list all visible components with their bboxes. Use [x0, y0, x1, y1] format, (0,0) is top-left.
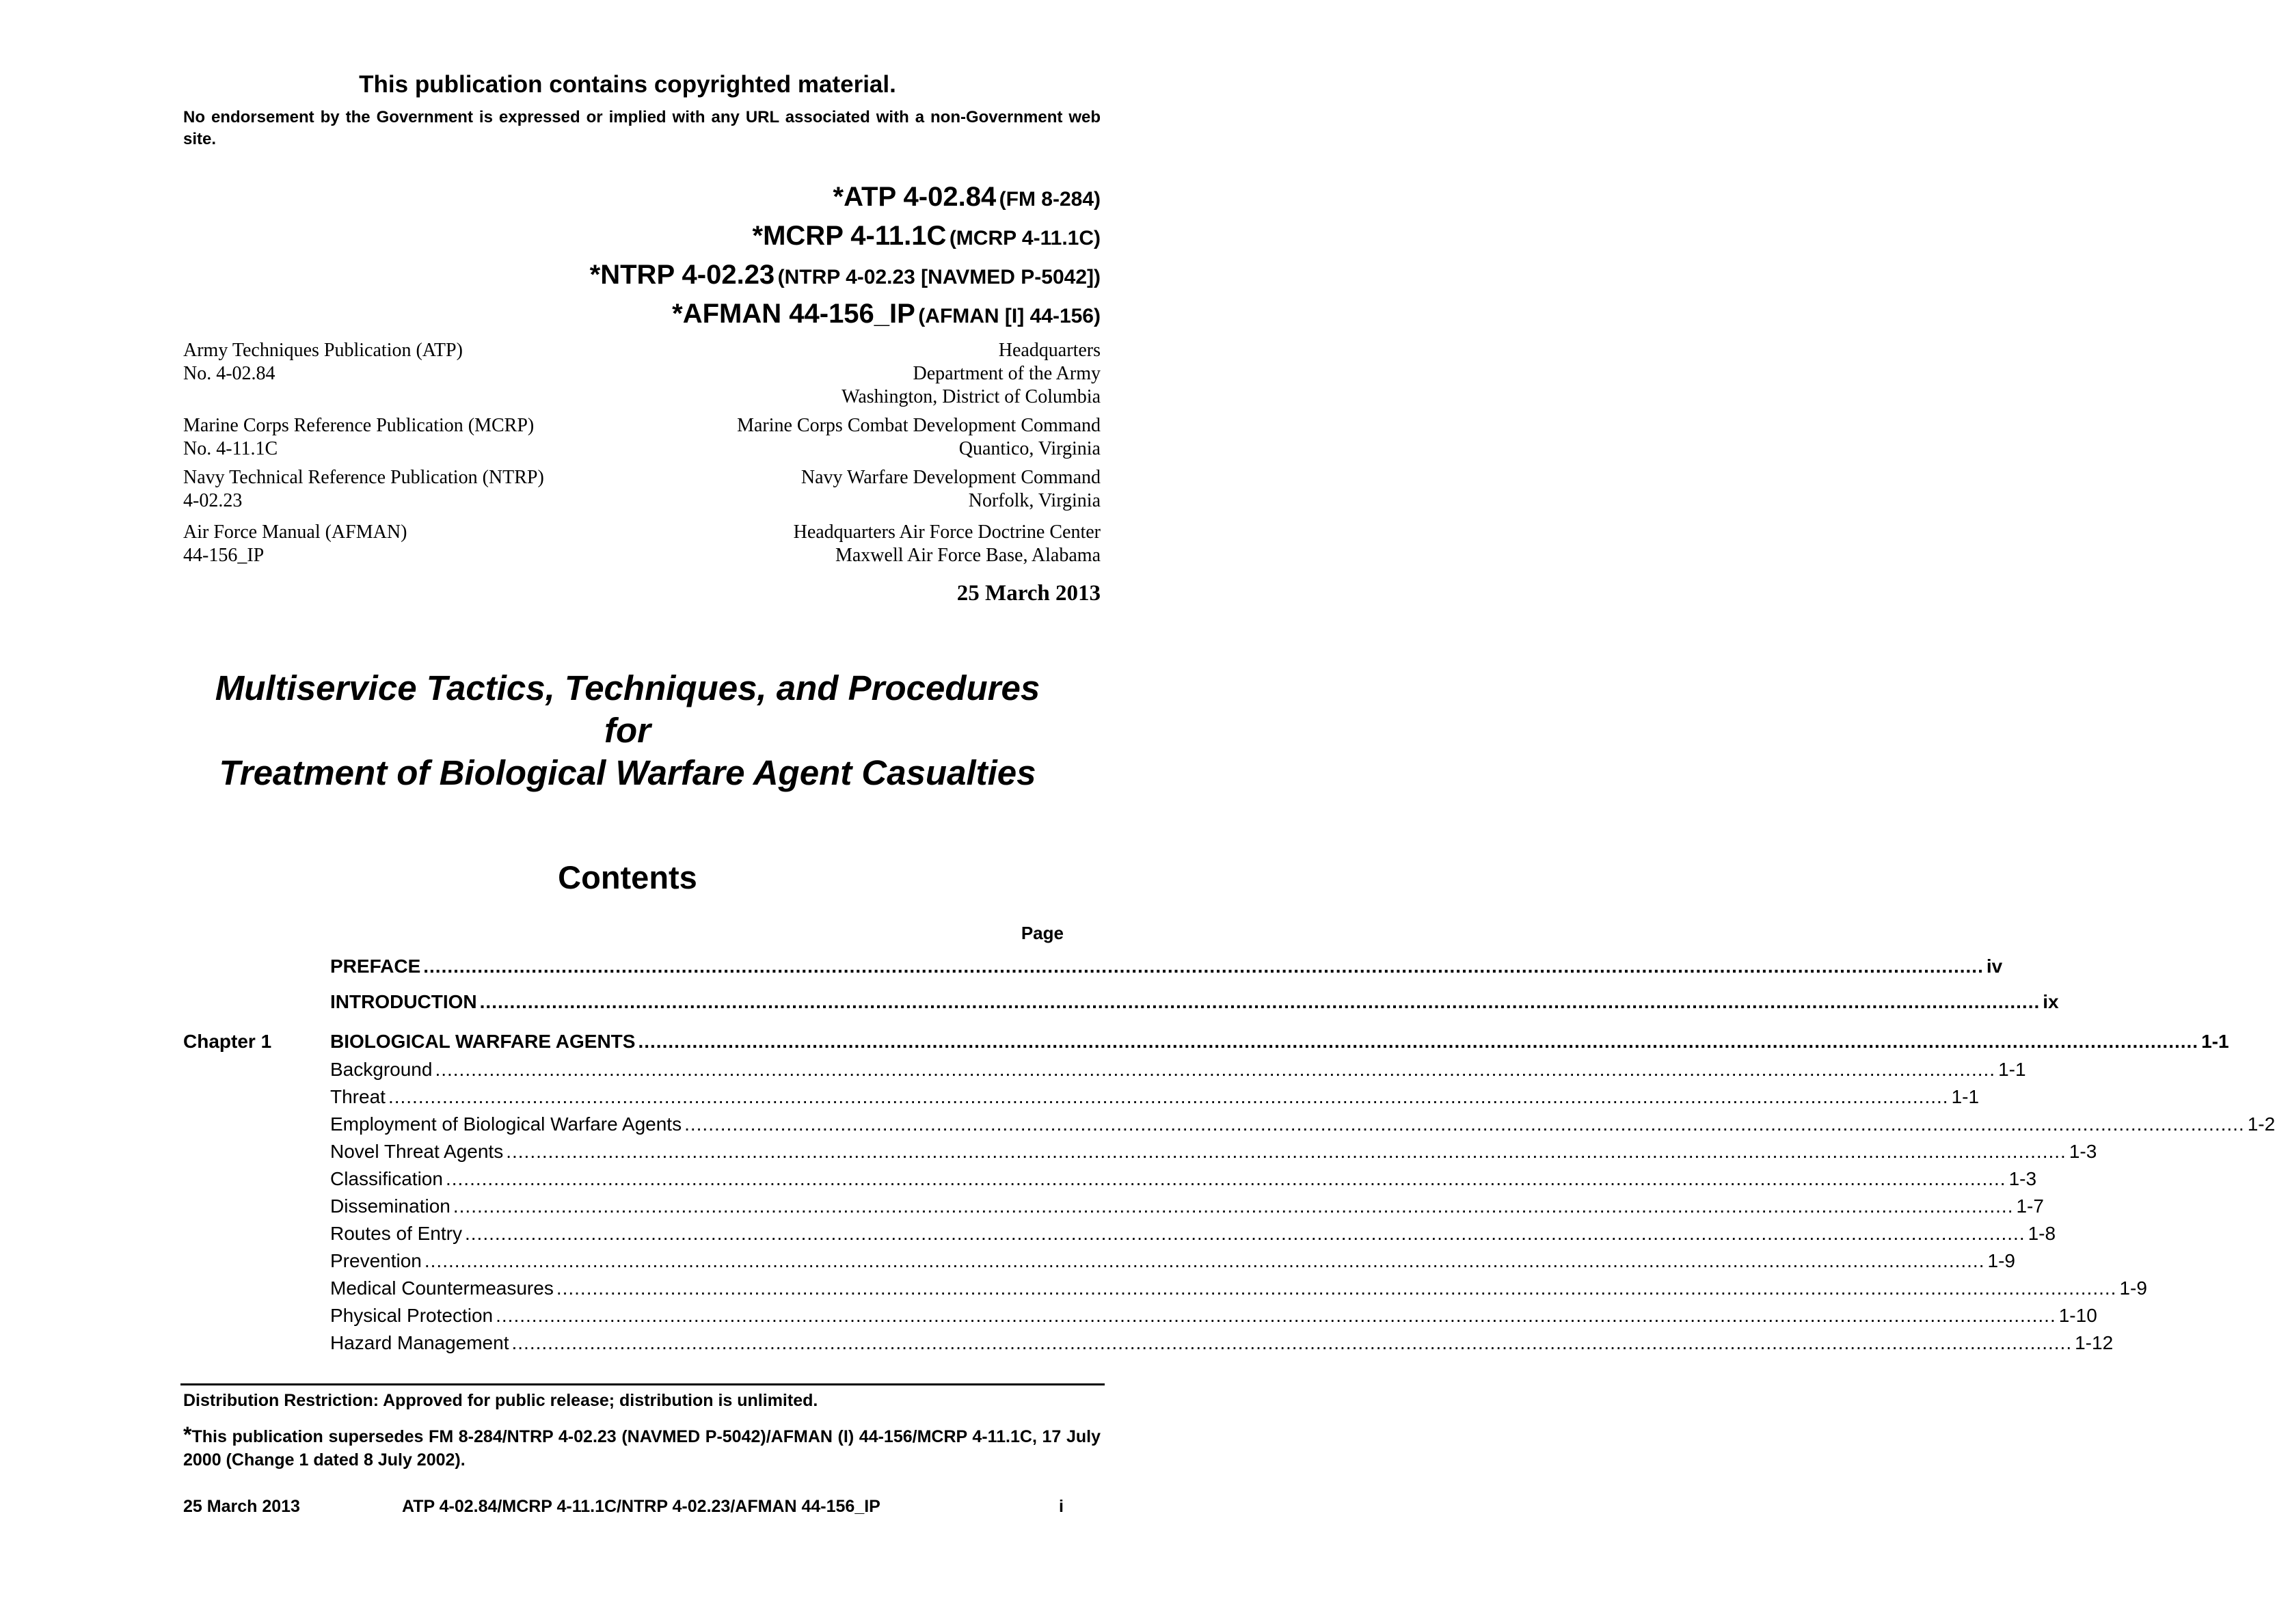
toc-entry-title: Prevention: [330, 1250, 422, 1271]
toc-entry: [330, 1083, 1980, 1111]
document-title-line: Multiservice Tactics, Techniques, and Procedures: [215, 668, 1040, 707]
publication-number-superseded: (NTRP 4-02.23 [NAVMED P-5042]): [777, 266, 1101, 288]
issuer-command: [842, 339, 1101, 409]
toc-entry-page: 1-2: [2247, 1113, 2275, 1135]
toc-dot-leader: ....................................................................................................................................................................................................................................................................: [423, 956, 1984, 977]
toc-entry-page: 1-1: [1951, 1086, 1980, 1107]
issuer-command: [794, 521, 1101, 567]
issuer-publication: [183, 339, 463, 385]
issuer-publication-type: Marine Corps Reference Publication (MCRP): [183, 415, 535, 436]
toc-entry-title: Background: [330, 1059, 433, 1080]
toc-entry: [330, 1220, 2056, 1247]
contents-heading: Contents: [558, 859, 697, 895]
url-disclaimer: No endorsement by the Government is expressed or implied with any URL associated with a non-Government web site.: [183, 108, 1101, 148]
toc-entry-page: 1-3: [2008, 1168, 2037, 1189]
toc-entry: [330, 1275, 2147, 1302]
issuer-command-name: Marine Corps Combat Development Command: [737, 415, 1101, 436]
toc-entry: [330, 1165, 2037, 1193]
supersession-notice: [183, 1423, 1101, 1472]
toc-dot-leader: ....................................................................................................................................................................................................................................................................: [388, 1086, 1949, 1107]
footnote-divider: [180, 1383, 1105, 1385]
supersession-text: This publication supersedes FM 8-284/NTRP 4-02.23 (NAVMED P-5042)/AFMAN (I) 44-156/MCRP 4-11.1C, 17 July 2000 (Change 1 dated 8 July 2002).: [183, 1427, 1101, 1470]
publication-number-superseded: (FM 8-284): [999, 188, 1101, 211]
toc-entry-title: Medical Countermeasures: [330, 1277, 554, 1299]
issuer-publication-type: Air Force Manual (AFMAN): [183, 522, 407, 543]
toc-entry: [330, 1329, 2114, 1357]
publication-numbers: [590, 180, 1101, 336]
issuer-publication-type: Navy Technical Reference Publication (NTRP): [183, 467, 544, 488]
toc-entry-page: iv: [1986, 956, 2003, 977]
footer-designation: ATP 4-02.84/MCRP 4-11.1C/NTRP 4-02.23/AFMAN 44-156_IP: [402, 1497, 880, 1516]
issuer-publication-number: No. 4-02.84: [183, 363, 275, 384]
issuer-command-name: Headquarters: [998, 340, 1101, 361]
toc-entry-title: BIOLOGICAL WARFARE AGENTS: [330, 1031, 636, 1052]
toc-entry-title: Dissemination: [330, 1195, 450, 1217]
toc-entry: [330, 953, 2003, 980]
supersession-asterisk: *: [183, 1422, 192, 1447]
toc-entry: [330, 1028, 2229, 1055]
toc-entry-title: Physical Protection: [330, 1305, 494, 1326]
toc-dot-leader: ....................................................................................................................................................................................................................................................................: [506, 1141, 2067, 1162]
footer-date: 25 March 2013: [183, 1497, 300, 1516]
publication-number-main: *AFMAN 44-156_IP: [672, 299, 915, 329]
toc-entry: [330, 1302, 2097, 1329]
publication-number: [590, 180, 1101, 219]
toc-entry: [330, 1056, 2026, 1083]
issuer-publication: [183, 521, 407, 567]
issuer-command-location: Norfolk, Virginia: [968, 490, 1101, 511]
publication-number-main: *ATP 4-02.84: [833, 182, 997, 212]
toc-entry-page: 1-10: [2058, 1305, 2097, 1326]
issuer-publication: [183, 466, 544, 513]
toc-dot-leader: ....................................................................................................................................................................................................................................................................: [445, 1168, 2006, 1189]
issuer-publication-type: Army Techniques Publication (ATP): [183, 340, 463, 361]
document-title-line: for: [604, 711, 651, 750]
toc-entry-title: PREFACE: [330, 956, 421, 977]
toc-dot-leader: ....................................................................................................................................................................................................................................................................: [684, 1113, 2245, 1135]
toc-entry-page: 1-8: [2028, 1223, 2056, 1244]
toc-entry: [330, 1138, 2097, 1165]
toc-dot-leader: ....................................................................................................................................................................................................................................................................: [453, 1195, 2014, 1217]
toc-entry: [330, 1111, 2275, 1138]
toc-entry-title: Employment of Biological Warfare Agents: [330, 1113, 682, 1135]
document-title: [0, 667, 1255, 794]
toc-dot-leader: ....................................................................................................................................................................................................................................................................: [556, 1277, 2117, 1299]
toc-entry-page: 1-9: [1987, 1250, 2015, 1271]
issuer-command-location: Maxwell Air Force Base, Alabama: [835, 545, 1101, 566]
issuer-command-name: Department of the Army: [913, 363, 1101, 384]
toc-entry: [330, 988, 2059, 1016]
issuer-command-location: Quantico, Virginia: [958, 438, 1101, 459]
toc-entry-page: 1-7: [2016, 1195, 2044, 1217]
publication-number-superseded: (AFMAN [I] 44-156): [918, 305, 1101, 327]
issuer-command-name: Headquarters Air Force Doctrine Center: [793, 522, 1101, 543]
copyright-notice: This publication contains copyrighted material.: [359, 71, 896, 98]
toc-dot-leader: ....................................................................................................................................................................................................................................................................: [464, 1223, 2025, 1244]
publication-number-main: *MCRP 4-11.1C: [752, 221, 947, 251]
toc-entry-page: 1-1: [2201, 1031, 2229, 1052]
publication-number-superseded: (MCRP 4-11.1C): [949, 227, 1101, 249]
toc-entry-page: 1-1: [1998, 1059, 2026, 1080]
contents-page-column-label: Page: [1021, 923, 1064, 943]
issuer-command: [801, 466, 1101, 513]
toc-entry-title: Threat: [330, 1086, 386, 1107]
toc-entry-title: Classification: [330, 1168, 443, 1189]
toc-entry: [330, 1247, 2015, 1275]
chapter-label: Chapter 1: [183, 1031, 272, 1052]
toc-entry-page: 1-3: [2069, 1141, 2097, 1162]
toc-dot-leader: ....................................................................................................................................................................................................................................................................: [638, 1031, 2199, 1052]
issuer-command: [737, 414, 1101, 461]
issuer-publication-number: 4-02.23: [183, 490, 243, 511]
issuer-publication: [183, 414, 534, 461]
toc-dot-leader: ....................................................................................................................................................................................................................................................................: [511, 1332, 2073, 1353]
toc-entry-page: 1-12: [2075, 1332, 2114, 1353]
issuer-command-name: Navy Warfare Development Command: [800, 467, 1101, 488]
footer-page-number: i: [1059, 1497, 1064, 1516]
toc-entry-title: Routes of Entry: [330, 1223, 462, 1244]
issuer-publication-number: 44-156_IP: [183, 545, 265, 566]
toc-entry-title: INTRODUCTION: [330, 991, 477, 1012]
issuer-command-location: Washington, District of Columbia: [842, 386, 1101, 407]
distribution-restriction: Distribution Restriction: Approved for public release; distribution is unlimited.: [183, 1391, 818, 1410]
publication-date: 25 March 2013: [956, 581, 1101, 606]
publication-number: [590, 297, 1101, 336]
toc-entry-title: Novel Threat Agents: [330, 1141, 504, 1162]
toc-entry: [330, 1193, 2044, 1220]
toc-dot-leader: ....................................................................................................................................................................................................................................................................: [435, 1059, 1996, 1080]
toc-dot-leader: ....................................................................................................................................................................................................................................................................: [496, 1305, 2056, 1326]
toc-entry-title: Hazard Management: [330, 1332, 509, 1353]
publication-number: [590, 219, 1101, 258]
issuer-publication-number: No. 4-11.1C: [183, 438, 278, 459]
document-title-line: Treatment of Biological Warfare Agent Casualties: [219, 753, 1036, 792]
toc-dot-leader: ....................................................................................................................................................................................................................................................................: [479, 991, 2041, 1012]
toc-dot-leader: ....................................................................................................................................................................................................................................................................: [424, 1250, 1985, 1271]
toc-entry-page: 1-9: [2119, 1277, 2147, 1299]
publication-number-main: *NTRP 4-02.23: [589, 260, 775, 290]
toc-entry-page: ix: [2043, 991, 2059, 1012]
publication-number: [590, 258, 1101, 297]
